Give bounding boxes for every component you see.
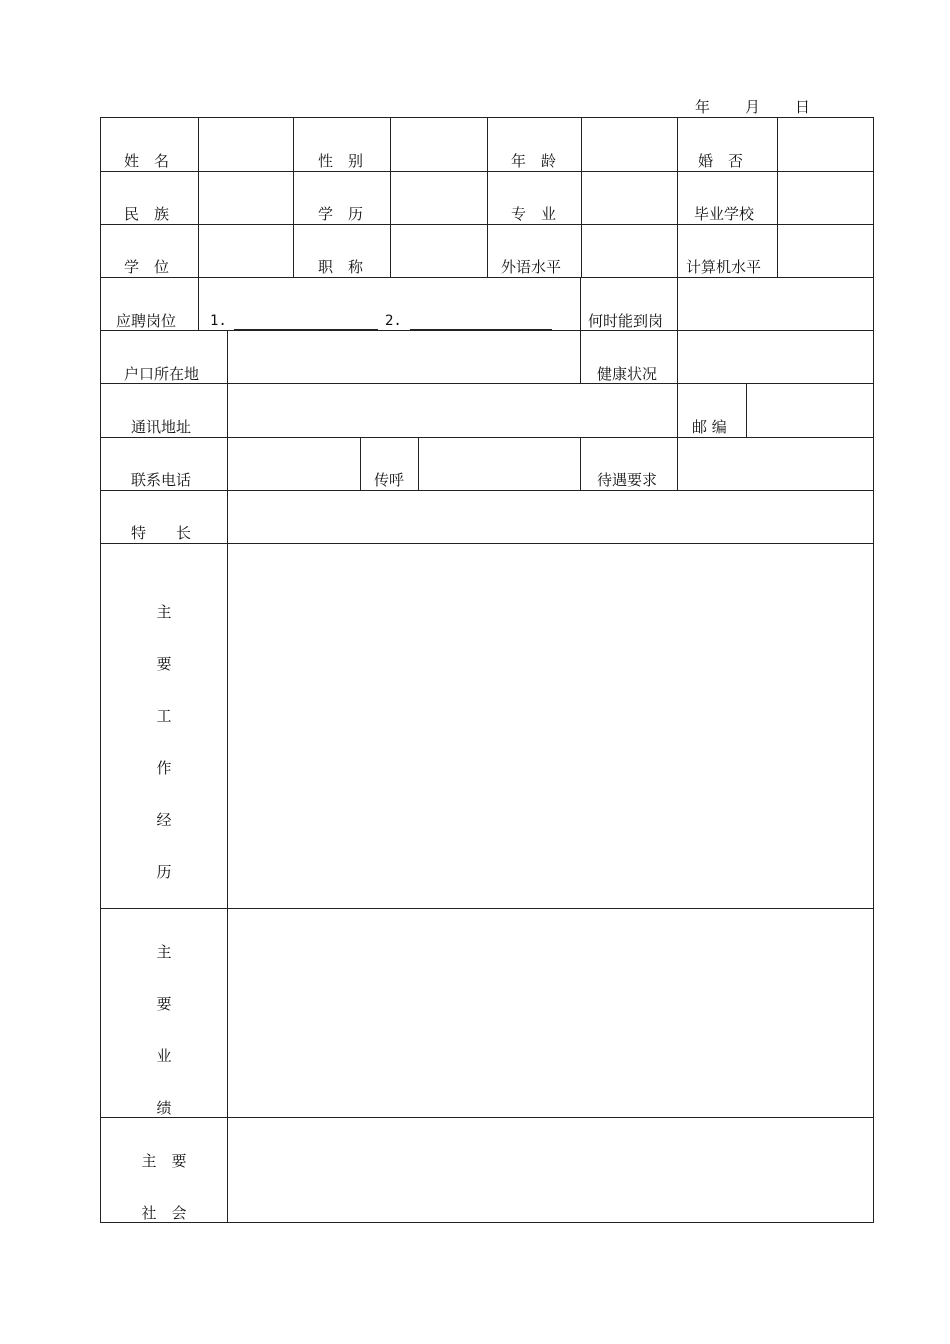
degree-label: 学 位 (124, 258, 170, 276)
name-field[interactable] (199, 118, 293, 171)
specialty-field[interactable] (228, 491, 873, 543)
marital-status-field[interactable] (778, 118, 873, 171)
social-line-2: 社 会 (141, 1204, 187, 1222)
education-field[interactable] (391, 172, 487, 224)
professional-title-label: 职 称 (318, 258, 364, 276)
work-char-4: 作 (156, 759, 172, 777)
achievements-char-3: 业 (156, 1047, 172, 1065)
position-option-1-label: 1. (210, 313, 227, 329)
day-label: 日 (795, 98, 811, 116)
gender-label: 性 别 (318, 152, 364, 170)
address-label: 通讯地址 (131, 418, 192, 436)
social-relations-field[interactable] (228, 1118, 873, 1222)
address-field[interactable] (228, 384, 677, 437)
graduated-school-label: 毕业学校 (694, 205, 755, 223)
achievements-char-1: 主 (156, 943, 172, 961)
gender-field[interactable] (391, 118, 487, 171)
health-field[interactable] (678, 331, 873, 383)
marital-status-label: 婚 否 (698, 152, 744, 170)
education-label: 学 历 (318, 205, 364, 223)
work-char-3: 工 (156, 707, 172, 725)
position-option-1-field[interactable] (234, 329, 378, 330)
work-char-6: 历 (156, 863, 172, 881)
name-label: 姓 名 (124, 152, 170, 170)
work-char-2: 要 (156, 655, 172, 673)
start-date-label: 何时能到岗 (588, 312, 664, 330)
hukou-field[interactable] (228, 331, 580, 383)
professional-title-field[interactable] (391, 225, 487, 277)
salary-expectation-field[interactable] (678, 438, 873, 490)
year-label: 年 (695, 98, 711, 116)
major-field[interactable] (582, 172, 677, 224)
work-char-1: 主 (156, 603, 172, 621)
achievements-field[interactable] (228, 909, 873, 1117)
applied-position-label: 应聘岗位 (116, 312, 177, 330)
age-field[interactable] (582, 118, 677, 171)
computer-level-label: 计算机水平 (686, 258, 762, 276)
start-date-field[interactable] (678, 278, 873, 330)
position-option-2-field[interactable] (410, 329, 552, 330)
work-experience-label (150, 605, 178, 885)
language-level-field[interactable] (582, 225, 677, 277)
ethnicity-label: 民 族 (124, 205, 170, 223)
health-label: 健康状况 (597, 365, 658, 383)
achievements-char-4: 绩 (156, 1099, 172, 1117)
postcode-label: 邮 编 (692, 418, 727, 436)
month-label: 月 (745, 98, 761, 116)
achievements-label (150, 945, 178, 1121)
social-line-1: 主 要 (141, 1152, 187, 1170)
salary-expectation-label: 待遇要求 (597, 471, 658, 489)
hukou-label: 户口所在地 (124, 365, 200, 383)
specialty-label: 特 长 (131, 524, 192, 542)
major-label: 专 业 (511, 205, 557, 223)
work-char-5: 经 (156, 811, 172, 829)
ethnicity-field[interactable] (199, 172, 293, 224)
age-label: 年 龄 (511, 152, 557, 170)
graduated-school-field[interactable] (778, 172, 873, 224)
phone-label: 联系电话 (131, 471, 192, 489)
pager-field[interactable] (419, 438, 580, 490)
work-experience-field[interactable] (228, 544, 873, 908)
language-level-label: 外语水平 (501, 258, 562, 276)
pager-label: 传呼 (374, 471, 405, 489)
postcode-field[interactable] (747, 384, 873, 437)
social-relations-label (128, 1154, 200, 1226)
position-option-2-label: 2. (385, 313, 402, 329)
degree-field[interactable] (199, 225, 293, 277)
phone-field[interactable] (228, 438, 360, 490)
computer-level-field[interactable] (778, 225, 873, 277)
achievements-char-2: 要 (156, 995, 172, 1013)
